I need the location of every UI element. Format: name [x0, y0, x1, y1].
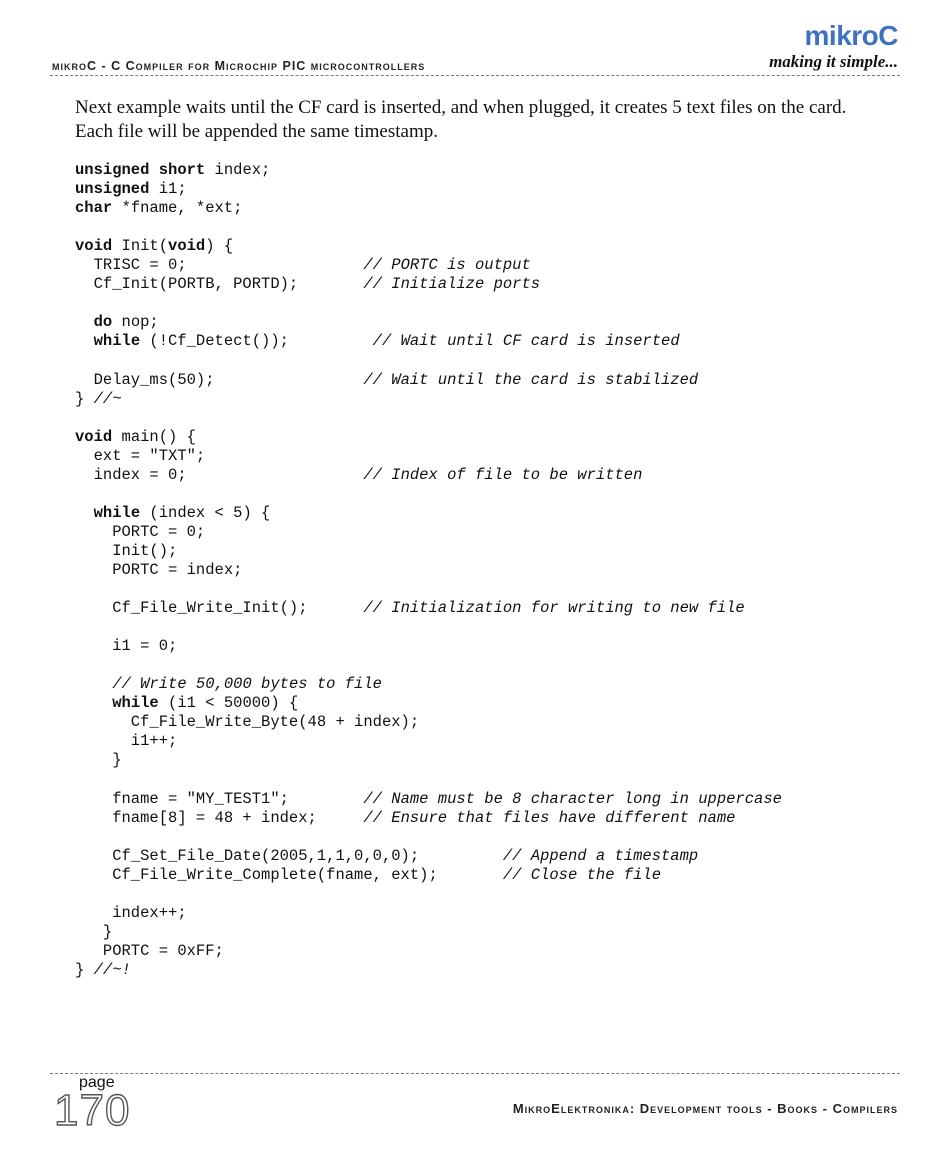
code-text: index++;: [75, 903, 187, 922]
code-text: nop;: [112, 313, 159, 332]
code-line: [75, 656, 782, 675]
code-text: (i1 < 50000) {: [158, 694, 299, 713]
code-text: (!Cf_Detect());: [140, 332, 373, 351]
code-line: [75, 713, 782, 732]
code-line: [75, 599, 782, 618]
code-line: [75, 180, 782, 199]
code-text: Cf_Set_File_Date(2005,1,1,0,0,0);: [75, 846, 503, 865]
code-text: PORTC = index;: [75, 560, 243, 579]
code-line: [75, 923, 782, 942]
code-text: Cf_File_Write_Complete(fname, ext);: [75, 865, 503, 884]
code-keyword: while: [112, 694, 159, 713]
code-comment: //~!: [93, 960, 131, 979]
code-text: main() {: [112, 427, 196, 446]
code-comment: // Wait until CF card is inserted: [372, 332, 680, 351]
code-line: [75, 161, 782, 180]
code-line: [75, 751, 782, 770]
code-text: }: [75, 922, 113, 941]
code-line: [75, 256, 782, 275]
code-text: }: [75, 389, 94, 408]
code-listing: [75, 161, 782, 980]
code-line: [75, 961, 782, 980]
code-comment: // Close the file: [502, 865, 662, 884]
code-line: [75, 561, 782, 580]
code-text: }: [75, 751, 122, 770]
code-line: [75, 466, 782, 485]
code-line: [75, 371, 782, 390]
code-text: (index < 5) {: [140, 503, 271, 522]
code-keyword: while: [93, 503, 141, 522]
code-text: Init();: [75, 541, 178, 560]
code-line: [75, 351, 782, 370]
code-line: [75, 199, 782, 218]
code-line: [75, 447, 782, 466]
code-line: [75, 390, 782, 409]
code-line: [75, 409, 782, 428]
code-text: [75, 694, 112, 712]
code-line: [75, 732, 782, 751]
code-text: PORTC = 0xFF;: [75, 941, 224, 960]
code-keyword: unsigned short: [75, 161, 206, 179]
code-text: index = 0;: [75, 465, 364, 484]
footer-title: MikroElektronika: Development tools - Books - Compilers: [512, 1101, 898, 1116]
code-comment: // Name must be 8 character long in uppercase: [363, 789, 782, 808]
code-text: [75, 675, 112, 693]
code-line: [75, 313, 782, 332]
code-text: i1++;: [75, 732, 178, 751]
code-keyword: void: [168, 237, 206, 256]
code-line: [75, 523, 782, 542]
intro-paragraph: Next example waits until the CF card is inserted, and when plugged, it creates 5 text files on the card. Each file will be appended the same timestamp.: [75, 97, 847, 142]
code-text: [75, 504, 94, 522]
code-keyword: do: [93, 313, 113, 332]
code-line: [75, 275, 782, 294]
code-text: Cf_File_Write_Init();: [75, 599, 364, 618]
code-line: [75, 637, 782, 656]
code-text: PORTC = 0;: [75, 522, 206, 541]
code-line: [75, 828, 782, 847]
code-line: [75, 904, 782, 923]
code-comment: //~: [93, 389, 122, 408]
code-text: [75, 332, 94, 350]
code-text: [75, 313, 94, 331]
code-line: [75, 771, 782, 790]
code-comment: // Initialize ports: [363, 275, 541, 294]
code-line: [75, 485, 782, 504]
code-line: [75, 218, 782, 237]
page-number: 170: [54, 1086, 131, 1135]
code-text: fname = "MY_TEST1";: [75, 789, 364, 808]
code-line: [75, 866, 782, 885]
code-line: [75, 237, 782, 256]
code-line: [75, 942, 782, 961]
code-line: [75, 428, 782, 447]
code-text: i1;: [149, 180, 187, 199]
code-text: ext = "TXT";: [75, 446, 206, 465]
code-keyword: char: [75, 199, 113, 218]
code-line: [75, 790, 782, 809]
code-line: [75, 694, 782, 713]
brand-tagline: making it simple...: [769, 52, 898, 71]
mikroc-logo: mikroC: [804, 20, 898, 51]
code-line: [75, 504, 782, 523]
code-comment: // PORTC is output: [363, 256, 531, 275]
code-text: Cf_File_Write_Byte(48 + index);: [75, 713, 420, 732]
code-comment: // Index of file to be written: [363, 465, 643, 484]
code-text: index;: [205, 161, 271, 179]
code-comment: // Write 50,000 bytes to file: [112, 675, 382, 694]
code-text: Delay_ms(50);: [75, 370, 364, 389]
code-line: [75, 294, 782, 313]
code-comment: // Ensure that files have different name: [363, 808, 736, 827]
code-line: [75, 809, 782, 828]
code-text: TRISC = 0;: [75, 256, 364, 275]
code-text: i1 = 0;: [75, 637, 178, 656]
code-keyword: void: [75, 237, 113, 256]
code-comment: // Wait until the card is stabilized: [363, 370, 699, 389]
header-divider: [50, 75, 900, 76]
code-text: Init(: [112, 237, 169, 256]
code-line: [75, 618, 782, 637]
code-line: [75, 675, 782, 694]
page-label: page: [79, 1074, 115, 1091]
code-text: ) {: [205, 237, 234, 256]
code-text: Cf_Init(PORTB, PORTD);: [75, 275, 364, 294]
code-line: [75, 885, 782, 904]
code-text: }: [75, 960, 94, 979]
code-line: [75, 847, 782, 866]
code-line: [75, 580, 782, 599]
code-keyword: unsigned: [75, 180, 150, 199]
code-text: *fname, *ext;: [112, 199, 243, 218]
code-keyword: void: [75, 427, 113, 446]
code-comment: // Append a timestamp: [502, 846, 699, 865]
code-text: fname[8] = 48 + index;: [75, 808, 364, 827]
code-line: [75, 542, 782, 561]
footer-divider: [50, 1073, 900, 1074]
code-keyword: while: [93, 332, 141, 351]
code-line: [75, 332, 782, 351]
header-title: mikroC - C Compiler for Microchip PIC microcontrollers: [52, 59, 426, 73]
code-comment: // Initialization for writing to new file: [363, 599, 745, 618]
